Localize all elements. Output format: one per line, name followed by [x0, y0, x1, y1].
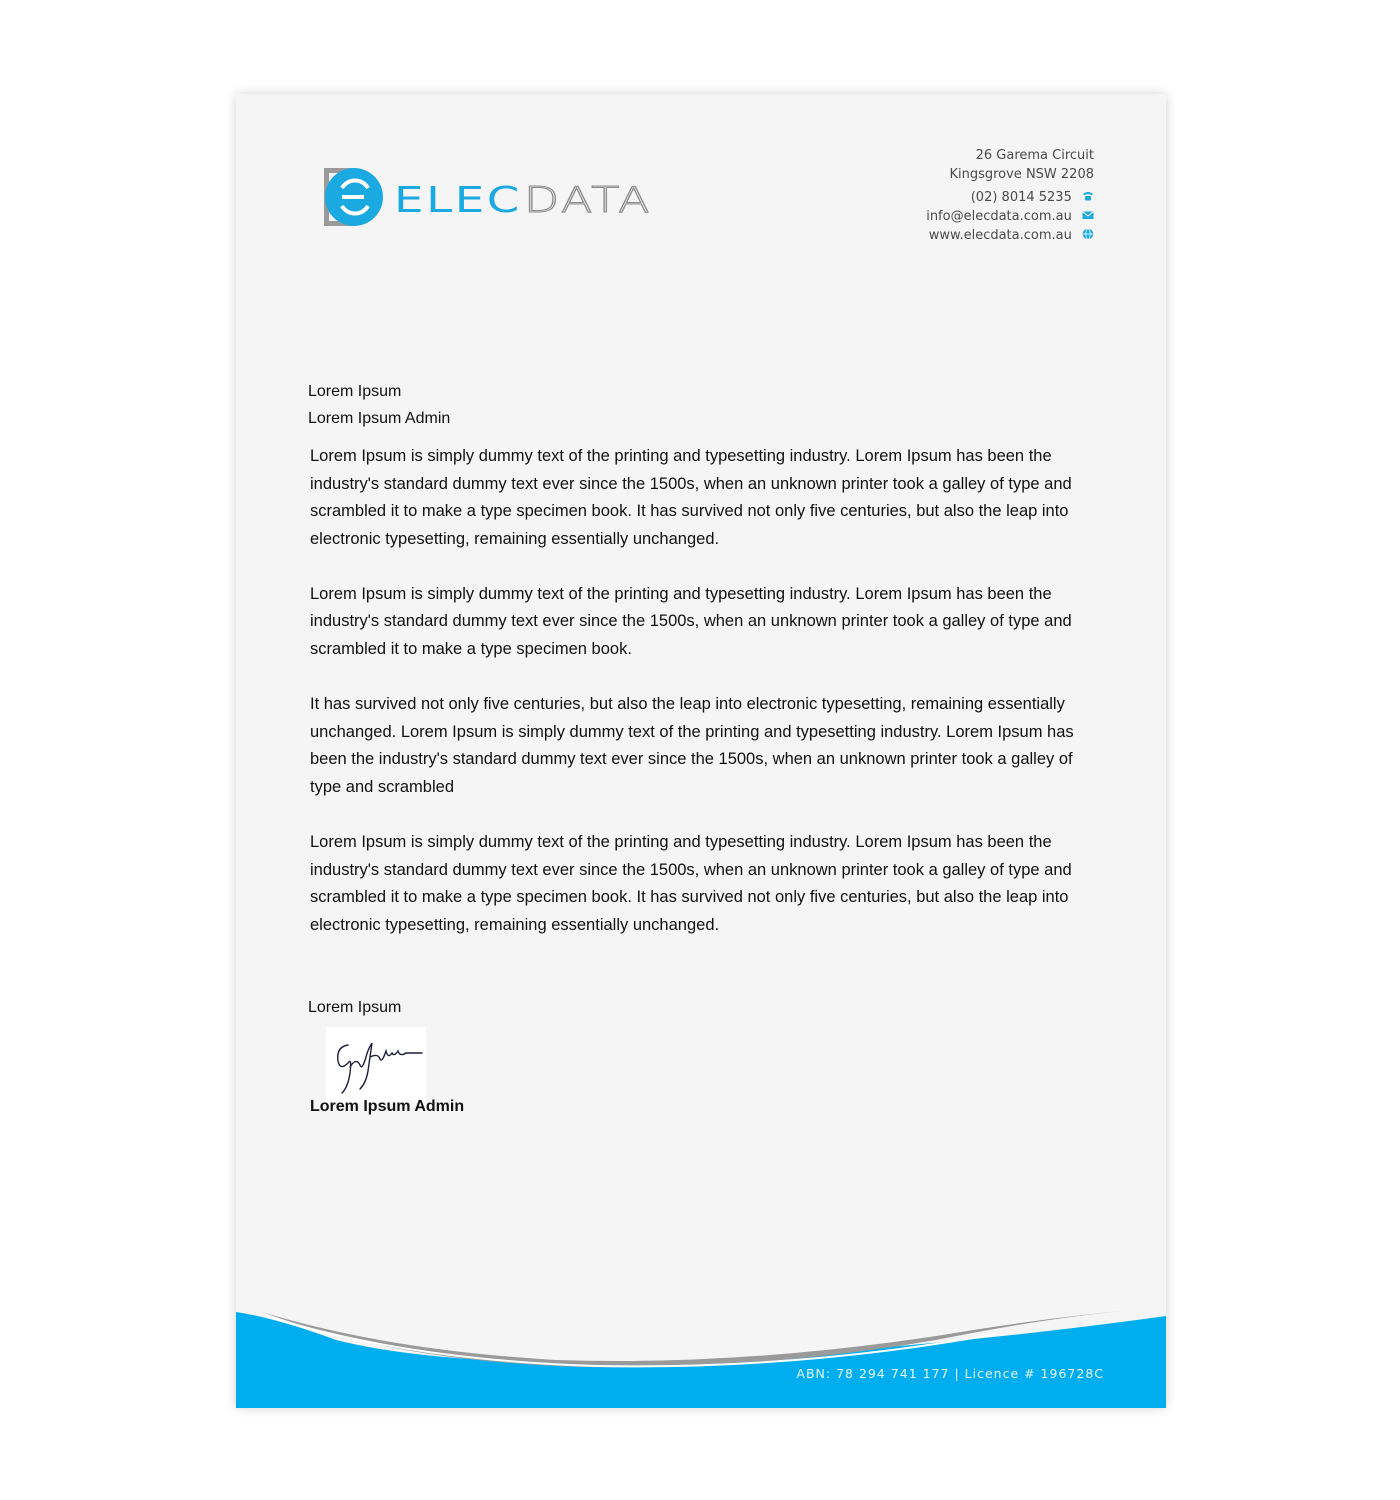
footer-wave [236, 1294, 1166, 1408]
elecdata-logo [324, 166, 664, 230]
email-row[interactable] [926, 207, 1094, 226]
phone-icon [1082, 190, 1094, 202]
mail-icon [1082, 209, 1094, 221]
phone-number: (02) 8014 5235 [970, 190, 1072, 205]
letterhead-page [236, 94, 1166, 1408]
letter-body [308, 378, 1098, 967]
signature-image [326, 1027, 426, 1103]
recipient-title: Lorem Ipsum Admin [308, 410, 451, 427]
paragraph-1: Lorem Ipsum is simply dummy text of the printing and typesetting industry. Lorem Ipsum has been the industry's standard dummy text ever since the 1500s, when an unknown printer took a galley of type and scrambled it to make a type specimen book. It has survived not only five centuries, but also the leap into electronic typesetting, remaining essentially unchanged. [310, 447, 1072, 548]
address-line-1: 26 Garema Circuit [975, 148, 1094, 163]
email-link[interactable]: info@elecdata.com.au [926, 209, 1072, 224]
website-link[interactable]: www.elecdata.com.au [928, 228, 1072, 243]
paragraph-3: It has survived not only five centuries, but also the leap into electronic typesetting, remaining essentially unchanged. Lorem Ipsum is simply dummy text of the printing and typesetting industry. Lorem Ipsum has been the industry's standard dummy text ever since the 1500s, when an unknown printer took a galley of type and scrambled [310, 695, 1074, 796]
footer-abn-licence: ABN: 78 294 741 177 | Licence # 196728C [796, 1366, 1104, 1381]
logo-text-primary: ELEC [394, 180, 522, 221]
paragraph-4: Lorem Ipsum is simply dummy text of the printing and typesetting industry. Lorem Ipsum has been the industry's standard dummy text ever since the 1500s, when an unknown printer took a galley of type and scrambled it to make a type specimen book. It has survived not only five centuries, but also the leap into electronic typesetting, remaining essentially unchanged. [310, 833, 1072, 934]
paragraph-2: Lorem Ipsum is simply dummy text of the printing and typesetting industry. Lorem Ipsum has been the industry's standard dummy text ever since the 1500s, when an unknown printer took a galley of type and scrambled it to make a type specimen book. [310, 584, 1072, 659]
closing-name: Lorem Ipsum [308, 999, 402, 1016]
address-line-2: Kingsgrove NSW 2208 [949, 167, 1094, 182]
globe-icon [1082, 228, 1094, 240]
signer-title: Lorem Ipsum Admin [310, 1098, 465, 1115]
contact-block [926, 146, 1094, 245]
phone-row [926, 188, 1094, 207]
logo-text-secondary: DATA [524, 180, 652, 221]
website-row[interactable] [926, 226, 1094, 245]
recipient-name: Lorem Ipsum [308, 383, 402, 400]
paragraphs [308, 443, 1098, 939]
